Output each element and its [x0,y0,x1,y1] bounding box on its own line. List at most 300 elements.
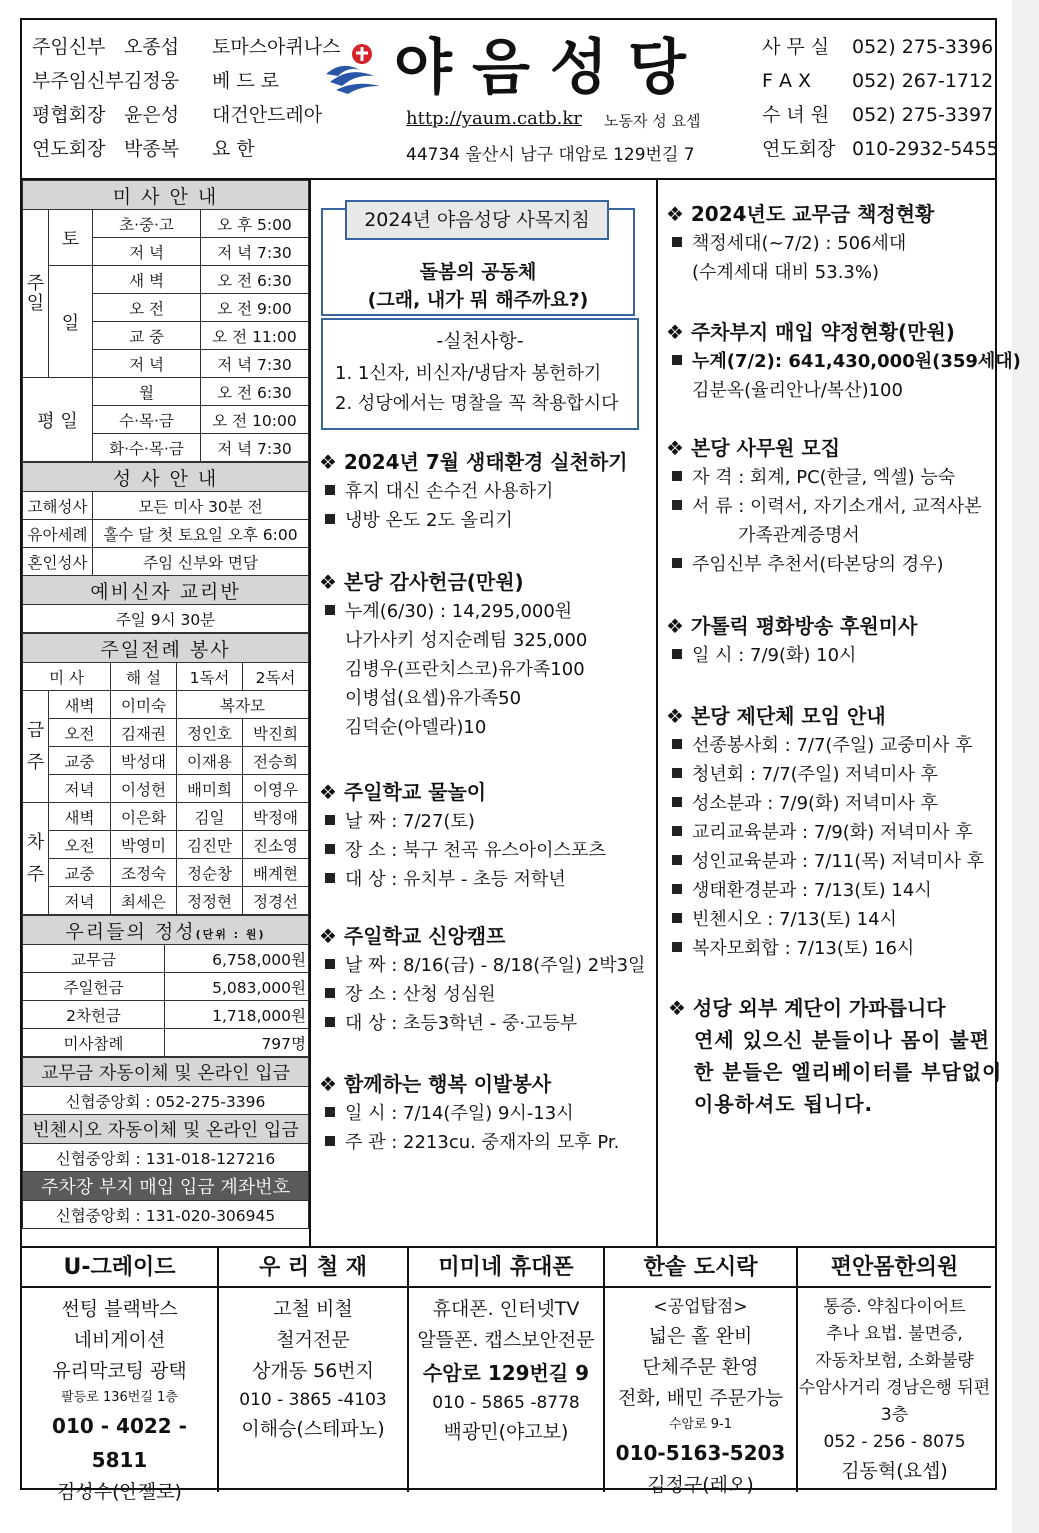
notice-block [666,432,982,579]
bullet-square-icon [325,815,335,825]
mass-time: 오 후 5:00 [201,210,309,238]
ad-line: 상개동 56번지 [252,1360,374,1382]
text-cell: 박영미 [111,831,177,859]
text-cell: 날 짜 : 7/27(토) [345,811,475,832]
bullet-square-icon [672,500,682,510]
catechumen-time: 주일 9시 30분 [23,605,309,633]
mass-time: 오 전 10:00 [201,406,309,434]
ad-line: 팔등로 136번길 1층 [61,1390,178,1405]
text-cell: 박정애 [243,803,309,831]
notice-title: ❖ 주일학교 신앙캠프 [319,924,506,948]
text-cell: 김재권 [111,719,177,747]
text-cell: 평협회장 [32,104,106,126]
ad-line: 알뜰폰. 캡스보안전문 [417,1329,595,1351]
liturgy-row [23,691,309,719]
text-cell: 주 관 : 2213cu. 중재자의 모후 Pr. [345,1132,620,1153]
offering-row [23,973,309,1001]
clergy-row [32,30,340,64]
mass-name: 화·수·목·금 [93,434,201,462]
notice-title: ❖ 2024년 7월 생태환경 실천하기 [319,450,628,474]
ad-line: 010-5163-5203 [615,1441,786,1465]
text-cell: 이은화 [111,803,177,831]
text-cell: 새벽 [49,803,111,831]
sacrament-value: 주임 신부와 면담 [93,548,309,576]
mass-time: 오 전 6:30 [201,378,309,406]
liturgy-row [23,887,309,915]
text-cell: 주일헌금 [23,973,165,1001]
account-title: 빈첸시오 자동이체 및 온라인 입금 [23,1115,309,1144]
text-cell: 우리들의 정성 [65,920,196,943]
mass-time: 저 녁 7:30 [201,350,309,378]
notice-line: 김병우(프란치스코)유가족100 [345,659,585,680]
church-url-link[interactable]: http://yaum.catb.kr [406,108,582,129]
mass-time: 오 전 6:30 [201,266,309,294]
contact-row [762,98,999,132]
sacrament-label: 고해성사 [23,492,93,520]
ad-line: 수암로 129번길 9 [422,1361,590,1385]
bullet-square-icon [672,826,682,836]
liturgy-row [23,803,309,831]
practice-box [321,318,639,430]
text-cell: 돌봄의 공동체 [419,261,537,283]
text-cell: 연세 있으신 분들이나 몸이 불편 [694,1028,991,1052]
text-cell: 052) 275-3396 [852,36,994,58]
notice-title: ❖ 함께하는 행복 이발봉사 [319,1072,552,1096]
liturgy-header: 미 사 [23,663,111,691]
sunday-day-label: 일 [49,266,93,378]
mass-name: 새 벽 [93,266,201,294]
text-cell: 이재용 [177,747,243,775]
notice-item [319,865,606,894]
text-cell: 조정숙 [111,859,177,887]
notice-title: ❖ 본당 제단체 모임 안내 [666,704,886,728]
clergy-list [32,30,340,166]
bulletin-page [20,18,1021,1503]
church-title: 야음성당 [394,33,706,103]
notice-line: 가족관계증명서 [738,525,860,546]
notice-item [319,506,628,535]
ad-line: 010 - 3865 -4103 [239,1390,387,1410]
mass-time: 오 전 9:00 [201,294,309,322]
ad-line: 010 - 4022 - 5811 [52,1414,187,1472]
text-cell: 전승희 [243,747,309,775]
text-cell: 수 녀 원 [762,104,830,126]
text-cell: 새벽 [49,691,111,719]
bullet-square-icon [672,768,682,778]
ad-line: 썬팅 블랙박스 [61,1298,178,1320]
text-cell: 대 상 : 유치부 - 초등 저학년 [345,869,566,890]
ad-line: 유리막코팅 광택 [52,1360,187,1382]
text-cell: 베 드 로 [212,70,280,92]
text-cell: 2차헌금 [23,1001,165,1029]
notice-item [666,492,982,521]
bullet-square-icon [325,1136,335,1146]
right-column [658,180,1021,1246]
dove-emblem-icon [322,36,392,106]
ad-line: 백광민(야고보) [443,1421,569,1443]
notice-item [666,905,984,934]
account-number: 신협중앙회 : 052-275-3396 [23,1087,309,1115]
bullet-square-icon [672,237,682,247]
text-cell: 박종복 [124,138,180,160]
stairs-notice [668,992,1002,1120]
notice-line: 이병섭(요셉)유가족50 [345,688,522,709]
text-cell: 주임신부 추천서(타본당의 경우) [692,554,944,575]
offering-title [23,916,309,945]
ad-name: 한솥 도시락 [605,1248,796,1288]
sacrament-value: 모든 미사 30분 전 [93,492,309,520]
contact-list [762,30,999,166]
contact-row [762,132,999,166]
text-cell: 서 류 : 이력서, 자기소개서, 교적사본 [692,496,982,517]
text-cell: 사 무 실 [762,36,830,58]
notice-line: 나가사키 성지순례팀 325,000 [345,630,588,651]
ad-line: 휴대폰. 인터넷TV [432,1298,580,1320]
notice-title: ❖ 2024년도 교무금 책정현황 [666,202,935,226]
bullet-square-icon [672,913,682,923]
offering-unit: (단위 : 원) [195,927,266,941]
ad-line: 전화, 배민 주문가능 [618,1387,783,1409]
liturgy-row [23,747,309,775]
mass-time: 저 녁 7:30 [201,238,309,266]
pastoral-guideline-box [321,208,635,316]
text-cell: 누계(6/30) : 14,295,000원 [345,601,573,622]
mass-name: 저 녁 [93,238,201,266]
notice-item [666,934,984,963]
ad-line: 010 - 5865 -8778 [432,1393,580,1413]
bullet-square-icon [672,797,682,807]
text-cell: 복자모회합 : 7/13(토) 16시 [692,938,915,959]
mass-schedule-title: 미 사 안 내 [23,181,309,210]
text-cell: 이미숙 [111,691,177,719]
pastoral-guideline-text [323,258,633,314]
text-cell: 대 상 : 초등3학년 - 중·고등부 [345,1013,578,1034]
text-cell: 최세은 [111,887,177,915]
text-cell: 청년회 : 7/7(주일) 저녁미사 후 [692,764,938,785]
liturgy-row [23,775,309,803]
notice-block [319,920,645,1038]
ad-line: 고철 비철 [273,1298,353,1320]
ad-name: 우 리 철 재 [219,1248,407,1288]
notice-block [666,610,917,670]
ad-line: 넓은 홀 완비 [648,1325,753,1347]
ad-panel [409,1248,605,1492]
bullet-square-icon [325,959,335,969]
bullet-square-icon [325,844,335,854]
text-cell: 배미희 [177,775,243,803]
notice-item [319,807,606,836]
liturgy-table [22,633,309,915]
text-cell: 정경선 [243,887,309,915]
bullet-square-icon [325,988,335,998]
text-cell: 오전 [49,831,111,859]
mass-name: 월 [93,378,201,406]
notice-line: 김분옥(율리안나/복산)100 [692,380,903,401]
text-cell: 오전 [49,719,111,747]
bullet-square-icon [325,873,335,883]
church-address: 44734 울산시 남구 대암로 129번길 7 [406,145,695,165]
mass-time: 오 전 11:00 [201,322,309,350]
offering-table [22,915,309,1057]
ad-line: 통증. 약침다이어트 [823,1297,966,1317]
text-cell: 052) 267-1712 [852,70,994,92]
text-cell: 이영우 [243,775,309,803]
ad-line: <공업탑점> [653,1297,748,1317]
practice-items [335,359,637,419]
ad-line: 김동혁(요셉) [841,1460,948,1482]
ad-line: 자동차보험, 소화불량 [815,1351,974,1371]
notice-block [666,700,984,963]
week-label: 차 주 [23,803,49,915]
text-cell: 자 격 : 회계, PC(한글, 엑셀) 능숙 [692,467,956,488]
mass-name: 교 중 [93,322,201,350]
bulletin-header [22,20,999,180]
notice-item [319,597,587,626]
text-cell: 복자모 [177,691,309,719]
offering-row [23,945,309,973]
week-label: 금 주 [23,691,49,803]
text-cell: 일 시 : 7/14(주일) 9시-13시 [345,1103,574,1124]
sacrament-label: 유아세례 [23,520,93,548]
ad-line: 추나 요법. 불면증, [826,1324,963,1344]
sponsor-ads [22,1246,995,1503]
ad-name: 편안몸한의원 [798,1248,991,1288]
text-cell: 토마스아퀴나스 [212,36,341,58]
text-cell: 6,758,000원 [165,945,309,973]
notice-item [319,1128,619,1157]
account-number: 신협중앙회 : 131-020-306945 [23,1201,309,1229]
liturgy-header: 1독서 [177,663,243,691]
clergy-row [32,132,340,166]
notice-item [319,1099,619,1128]
bullet-square-icon [672,855,682,865]
ad-name: U-그레이드 [22,1248,217,1288]
ad-line: 철거전문 [276,1329,350,1351]
notice-block [319,776,606,894]
notice-item [319,1009,645,1038]
bullet-square-icon [325,1107,335,1117]
text-cell: 5,083,000원 [165,973,309,1001]
ad-line: 네비게이션 [73,1329,166,1351]
text-cell: 날 짜 : 8/16(금) - 8/18(주일) 2박3일 [345,955,646,976]
notice-item [666,847,984,876]
sunday-label: 주 일 [23,210,49,378]
text-cell: 교중 [49,747,111,775]
mass-time: 저 녁 7:30 [201,434,309,462]
text-cell: 정순창 [177,859,243,887]
bullet-square-icon [672,355,682,365]
clergy-row [32,64,340,98]
notice-title: ❖ 주일학교 물놀이 [319,780,487,804]
notice-item [666,731,984,760]
text-cell: 정인호 [177,719,243,747]
text-cell: 미사참례 [23,1029,165,1057]
ad-line: 3층 [880,1405,909,1425]
notice-line: (수계세대 대비 53.3%) [692,262,879,283]
bullet-square-icon [672,649,682,659]
account-number: 신협중앙회 : 131-018-127216 [23,1144,309,1172]
notice-block [319,1068,619,1157]
liturgy-header: 2독서 [243,663,309,691]
text-cell: 김진만 [177,831,243,859]
patron-saint: 노동자 성 요셉 [604,112,701,130]
text-cell: 주임신부 [32,36,106,58]
notice-item [666,229,934,258]
text-cell: 일 시 : 7/9(화) 10시 [692,645,857,666]
ad-line: 김성수(안젤로) [57,1481,182,1503]
text-cell: 김정웅 [124,70,180,92]
ad-name: 미미네 휴대폰 [409,1248,603,1288]
notice-title: ❖ 주차부지 매입 약정현황(만원) [666,320,955,344]
clergy-row [32,98,340,132]
text-cell: ❖ 성당 외부 계단이 가파릅니다 [668,996,946,1020]
catechumen-title: 예비신자 교리반 [23,576,309,605]
notice-block [319,446,628,535]
text-cell: 박성대 [111,747,177,775]
account-title: 교무금 자동이체 및 온라인 입금 [23,1058,309,1087]
ad-line: 단체주문 환영 [642,1356,759,1378]
text-cell: 1,718,000원 [165,1001,309,1029]
text-cell: 교중 [49,859,111,887]
bullet-square-icon [672,558,682,568]
text-cell: 성소분과 : 7/9(화) 저녁미사 후 [692,793,938,814]
text-cell: 책정세대(~7/2) : 506세대 [692,233,907,254]
bullet-square-icon [325,485,335,495]
notice-item [666,641,917,670]
account-table [22,1057,309,1229]
notice-block [666,198,934,287]
text-cell: 이성헌 [111,775,177,803]
mass-name: 초·중·고 [93,210,201,238]
contact-row [762,30,999,64]
text-cell: 박진희 [243,719,309,747]
practice-title: -실천사항- [436,330,524,352]
text-cell: F A X [762,70,812,92]
ad-line: 이해승(스테파노) [241,1418,385,1440]
bullet-square-icon [672,471,682,481]
text-cell: 장 소 : 산청 성심원 [345,984,496,1005]
notice-line: 김덕순(아델라)10 [345,717,487,738]
sacrament-value: 홀수 달 첫 토요일 오후 6:00 [93,520,309,548]
text-cell: 052) 275-3397 [852,104,994,126]
bullet-square-icon [325,1017,335,1027]
ad-panel [798,1248,991,1492]
notice-block [666,316,1021,405]
text-cell: 선종봉사회 : 7/7(주일) 교중미사 후 [692,735,973,756]
text-cell: 윤은성 [124,104,180,126]
text-cell: 냉방 온도 2도 올리기 [345,510,513,531]
account-title: 주차장 부지 매입 입금 계좌번호 [23,1172,309,1201]
bullet-square-icon [672,884,682,894]
mass-schedule-table [22,180,309,462]
notice-item [666,760,984,789]
text-cell: 이용하셔도 됩니다. [694,1092,874,1116]
sacrament-title: 성 사 안 내 [23,463,309,492]
text-cell: 생태환경분과 : 7/13(토) 14시 [692,880,932,901]
liturgy-row [23,859,309,887]
text-cell: 요 한 [212,138,255,160]
text-cell: 2. 성당에서는 명찰을 꼭 착용합시다 [335,393,619,414]
notice-title: ❖ 본당 감사헌금(만원) [319,570,524,594]
text-cell: 연도회장 [762,138,836,160]
notice-item [666,463,982,492]
text-cell: 휴지 대신 손수건 사용하기 [345,481,554,502]
notice-item [666,876,984,905]
text-cell: 장 소 : 북구 천곡 유스아이스포츠 [345,840,606,861]
liturgy-title: 주일전례 봉사 [23,634,309,663]
middle-column [311,180,658,1246]
text-cell: 성인교육분과 : 7/11(목) 저녁미사 후 [692,851,985,872]
bullet-square-icon [672,739,682,749]
ad-panel [219,1248,409,1492]
offering-row [23,1029,309,1057]
bullet-square-icon [325,514,335,524]
ad-panel [22,1248,219,1503]
liturgy-header: 해 설 [111,663,177,691]
text-cell: 정정현 [177,887,243,915]
notice-item [666,347,1021,376]
church-logo [322,28,706,108]
notice-item [666,550,982,579]
offering-row [23,1001,309,1029]
weekday-label: 평 일 [23,378,93,462]
liturgy-row [23,719,309,747]
liturgy-row [23,831,309,859]
ad-line: 수암사거리 경남은행 뒤편 [798,1378,991,1398]
text-cell: 교무금 [23,945,165,973]
text-cell: 797명 [165,1029,309,1057]
text-cell: 저녁 [49,887,111,915]
notice-title: ❖ 본당 사무원 모집 [666,436,841,460]
pastoral-guideline-title: 2024년 야음성당 사목지침 [345,200,609,240]
notice-item [666,789,984,818]
text-cell: 누계(7/2): 641,430,000원(359세대) [692,351,1021,372]
text-cell: 김일 [177,803,243,831]
left-column [22,180,311,1246]
contact-row [762,64,999,98]
mass-name: 수·목·금 [93,406,201,434]
text-cell: 빈첸시오 : 7/13(토) 14시 [692,909,897,930]
text-cell: 010-2932-5455 [852,138,999,160]
bullet-square-icon [325,605,335,615]
sacrament-table [22,462,309,633]
text-cell: (그래, 내가 뭐 해주까요?) [367,289,589,311]
text-cell: 1. 1신자, 비신자/냉담자 봉헌하기 [335,363,602,384]
text-cell: 대건안드레아 [212,104,323,126]
text-cell: 교리교육분과 : 7/9(화) 저녁미사 후 [692,822,973,843]
text-cell: 부주임신부 [32,70,124,92]
text-cell: 한 분들은 엘리베이터를 부담없이 [694,1060,1003,1084]
text-cell: 저녁 [49,775,111,803]
notice-item [319,477,628,506]
sacrament-label: 혼인성사 [23,548,93,576]
text-cell: 진소영 [243,831,309,859]
mass-name: 저 녁 [93,350,201,378]
notice-block [319,566,587,742]
bullet-square-icon [672,942,682,952]
notice-item [319,951,645,980]
notice-item [319,836,606,865]
ad-line: 수암로 9-1 [668,1417,733,1432]
viewer-edge [1012,0,1039,1533]
saturday-label: 토 [49,210,93,266]
ad-line: 김정구(레오) [647,1474,754,1496]
ad-panel [605,1248,798,1496]
notice-title: ❖ 가톨릭 평화방송 후원미사 [666,614,918,638]
text-cell: 배계현 [243,859,309,887]
text-cell: 오종섭 [124,36,180,58]
text-cell: 연도회장 [32,138,106,160]
